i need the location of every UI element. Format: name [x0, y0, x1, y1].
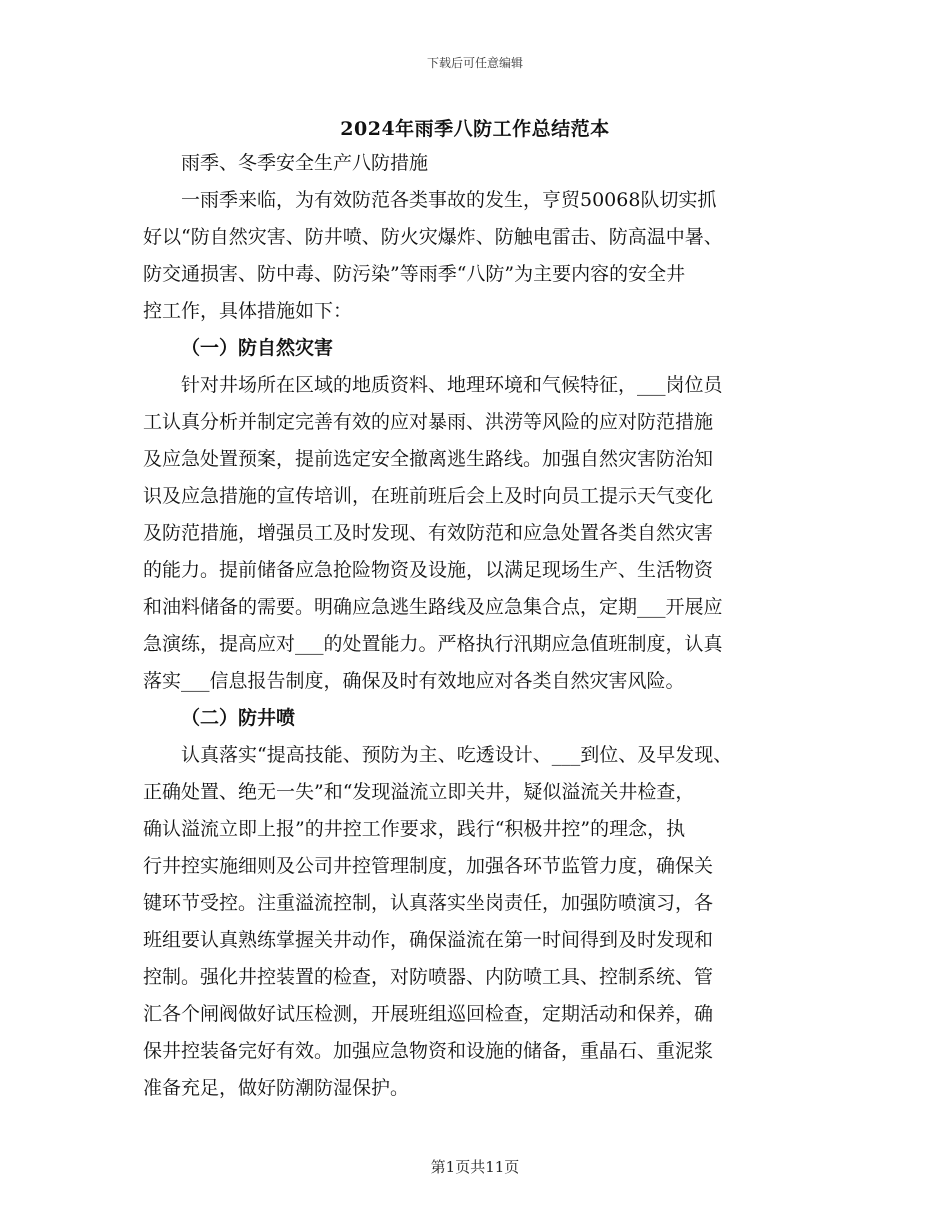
- paragraph-line: 及防范措施，增强员工及时发现、有效防范和应急处置各类自然灾害: [143, 522, 714, 544]
- paragraph-line: 准备充足，做好防潮防湿保护。: [143, 1077, 410, 1099]
- paragraph-line: 落实___信息报告制度，确保及时有效地应对各类自然灾害风险。: [143, 670, 685, 692]
- paragraph-line: 针对井场所在区域的地质资料、地理环境和气候特征，___岗位员: [181, 374, 723, 396]
- section-heading: （一）防自然灾害: [181, 337, 334, 359]
- paragraph-line: 控工作，具体措施如下：: [143, 300, 353, 322]
- paragraph-line: 键环节受控。注重溢流控制，认真落实坐岗责任，加强防喷演习，各: [143, 892, 714, 914]
- paragraph-line: 识及应急措施的宣传培训，在班前班后会上及时向员工提示天气变化: [143, 485, 714, 507]
- paragraph-line: 正确处置、绝无一失”和“发现溢流立即关井，疑似溢流关井检查，: [143, 781, 695, 803]
- paragraph-line: 和油料储备的需要。明确应急逃生路线及应急集合点，定期___开展应: [143, 596, 723, 618]
- paragraph-line: 的能力。提前储备应急抢险物资及设施，以满足现场生产、生活物资: [143, 559, 714, 581]
- paragraph-line: 汇各个闸阀做好试压检测，开展班组巡回检查，定期活动和保养，确: [143, 1003, 714, 1025]
- paragraph-line: 班组要认真熟练掌握关井动作，确保溢流在第一时间得到及时发现和: [143, 929, 714, 951]
- paragraph-line: 工认真分析并制定完善有效的应对暴雨、洪涝等风险的应对防范措施: [143, 411, 714, 433]
- paragraph-line: 认真落实“提高技能、预防为主、吃透设计、___到位、及早发现、: [181, 744, 733, 766]
- paragraph-line: 急演练，提高应对___的处置能力。严格执行汛期应急值班制度，认真: [143, 633, 723, 655]
- document-title: 2024年雨季八防工作总结范本: [340, 118, 610, 140]
- paragraph-line: 确认溢流立即上报”的井控工作要求，践行“积极井控”的理念，执: [143, 818, 686, 840]
- paragraph-subtitle: 雨季、冬季安全生产八防措施: [181, 152, 429, 174]
- section-heading: （二）防井喷: [181, 707, 296, 729]
- document-body: [143, 145, 823, 1107]
- paragraph-line: 行井控实施细则及公司井控管理制度，加强各环节监管力度，确保关: [143, 855, 714, 877]
- download-note: 下载后可任意编辑: [426, 56, 523, 70]
- paragraph-line: 好以“防自然灾害、防井喷、防火灾爆炸、防触电雷击、防高温中暑、: [143, 226, 723, 248]
- paragraph-line: 及应急处置预案，提前选定安全撤离逃生路线。加强自然灾害防治知: [143, 448, 714, 470]
- paragraph-line: 防交通损害、防中毒、防污染”等雨季“八防”为主要内容的安全井: [143, 263, 686, 285]
- paragraph-line: 控制。强化井控装置的检查，对防喷器、内防喷工具、控制系统、管: [143, 966, 714, 988]
- paragraph-line: 一雨季来临，为有效防范各类事故的发生，亨贸50068队切实抓: [181, 189, 717, 211]
- paragraph-line: 保井控装备完好有效。加强应急物资和设施的储备，重晶石、重泥浆: [143, 1040, 714, 1062]
- page-number: 第1页共11页: [430, 1158, 520, 1176]
